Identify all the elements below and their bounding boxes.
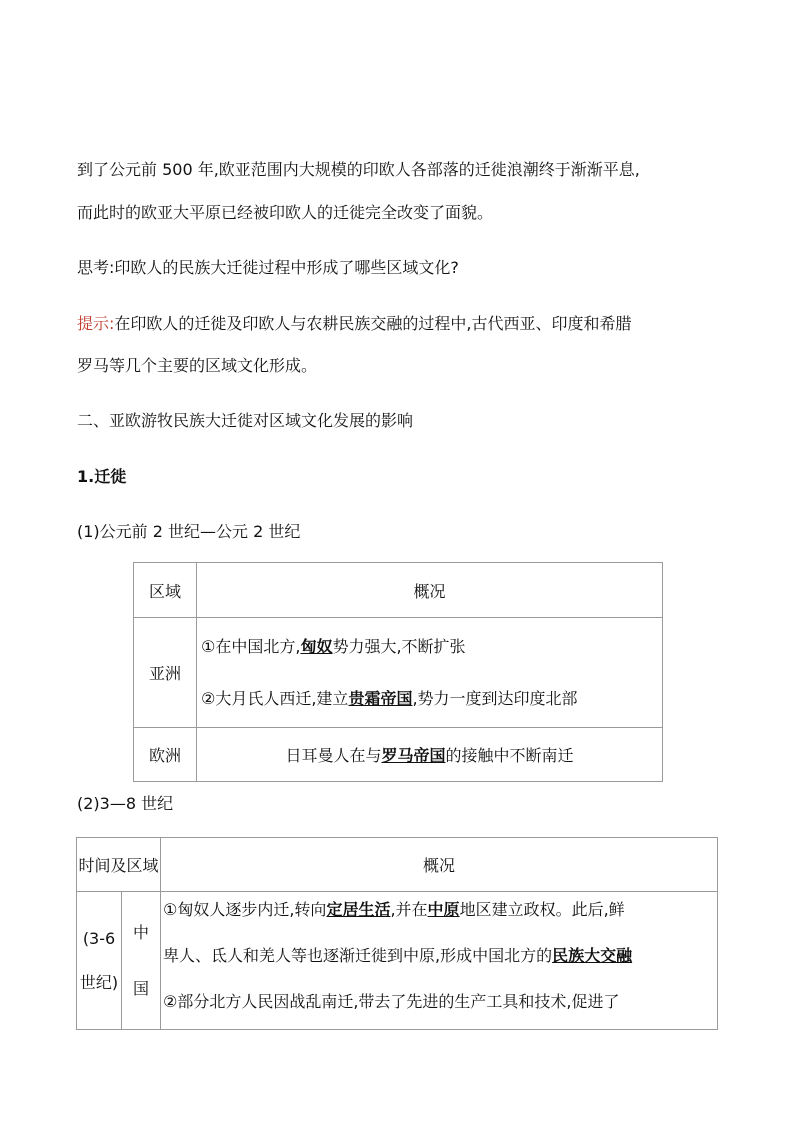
hint-text: 在印欧人的迁徙及印欧人与农耕民族交融的过程中,古代西亚、印度和希腊 bbox=[114, 314, 632, 333]
table-row bbox=[77, 892, 718, 1030]
region-china: 中 国 bbox=[122, 892, 161, 1030]
paragraph-line: 而此时的欧亚大平原已经被印欧人的迁徙完全改变了面貌。 bbox=[77, 203, 494, 222]
header-time-region: 时间及区域 bbox=[77, 838, 161, 892]
table-header-row bbox=[134, 563, 663, 618]
asia-overview bbox=[197, 618, 663, 728]
china-overview bbox=[161, 892, 718, 1030]
region-asia: 亚洲 bbox=[134, 618, 197, 728]
table-period-2 bbox=[76, 837, 718, 1030]
subsection-heading: 1.迁徙 bbox=[77, 467, 127, 486]
header-overview: 概况 bbox=[197, 563, 663, 618]
period-heading: (1)公元前 2 世纪—公元 2 世纪 bbox=[77, 522, 301, 541]
region-europe: 欧洲 bbox=[134, 728, 197, 782]
hint-line: 罗马等几个主要的区域文化形成。 bbox=[77, 356, 318, 375]
paragraph-line: 到了公元前 500 年,欧亚范围内大规模的印欧人各部落的迁徙浪潮终于渐渐平息, bbox=[77, 160, 640, 179]
table-header-row bbox=[77, 838, 718, 892]
china-line-1: ①匈奴人逐步内迁,转向定居生活,并在中原地区建立政权。此后,鲜 bbox=[163, 900, 625, 919]
header-overview: 概况 bbox=[161, 838, 718, 892]
europe-overview: 日耳曼人在与罗马帝国的接触中不断南迁 bbox=[197, 728, 663, 782]
china-line-2: 卑人、氐人和羌人等也逐渐迁徙到中原,形成中国北方的民族大交融 bbox=[163, 946, 633, 965]
think-question: 思考:印欧人的民族大迁徙过程中形成了哪些区域文化? bbox=[77, 258, 459, 277]
table-row bbox=[134, 618, 663, 728]
hint-label: 提示: bbox=[77, 314, 115, 333]
asia-item-2: ②大月氏人西迁,建立贵霜帝国,势力一度到达印度北部 bbox=[201, 688, 578, 708]
hint-line bbox=[77, 314, 722, 334]
table-period-1 bbox=[133, 562, 663, 782]
section-heading: 二、亚欧游牧民族大迁徙对区域文化发展的影响 bbox=[77, 411, 414, 430]
china-line-3: ②部分北方人民因战乱南迁,带去了先进的生产工具和技术,促进了 bbox=[163, 992, 620, 1011]
period-heading: (2)3—8 世纪 bbox=[77, 794, 174, 813]
table-row bbox=[134, 728, 663, 782]
header-region: 区域 bbox=[134, 563, 197, 618]
period-cell: (3-6 世纪) bbox=[77, 892, 122, 1030]
asia-item-1: ①在中国北方,匈奴势力强大,不断扩张 bbox=[201, 636, 466, 656]
